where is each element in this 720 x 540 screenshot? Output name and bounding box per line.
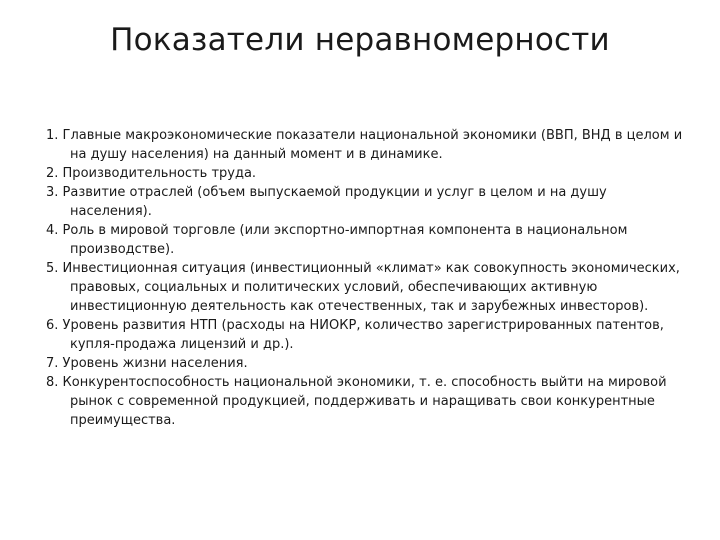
list-item-5: 5. Инвестиционная ситуация (инвестиционный «климат» как совокупность экономических, правовых, социальных и политических условий, обеспечивающих активную инвестиционную деятельность как отечественных, так и зарубежных инвесторов).	[46, 261, 680, 314]
list-item-7: 7. Уровень жизни населения.	[46, 356, 248, 371]
list-item-1: 1. Главные макроэкономические показатели национальной экономики (ВВП, ВНД в целом и на душу населения) на данный момент и в динамике.	[46, 128, 683, 162]
slide-title: Показатели неравномерности	[110, 22, 610, 58]
list-item-3: 3. Развитие отраслей (объем выпускаемой продукции и услуг в целом и на душу населения).	[46, 185, 607, 219]
list-item-2: 2. Производительность труда.	[46, 166, 257, 181]
list-item-8: 8. Конкурентоспособность национальной экономики, т. е. способность выйти на мировой рынок с современной продукцией, поддерживать и наращивать свои конкурентные преимущества.	[46, 375, 667, 428]
list-item-4: 4. Роль в мировой торговле (или экспортно-импортная компонента в национальном производстве).	[46, 223, 628, 257]
indicator-list	[46, 126, 686, 430]
list-item-6: 6. Уровень развития НТП (расходы на НИОКР, количество зарегистрированных патентов, купля-продажа лицензий и др.).	[46, 318, 664, 352]
